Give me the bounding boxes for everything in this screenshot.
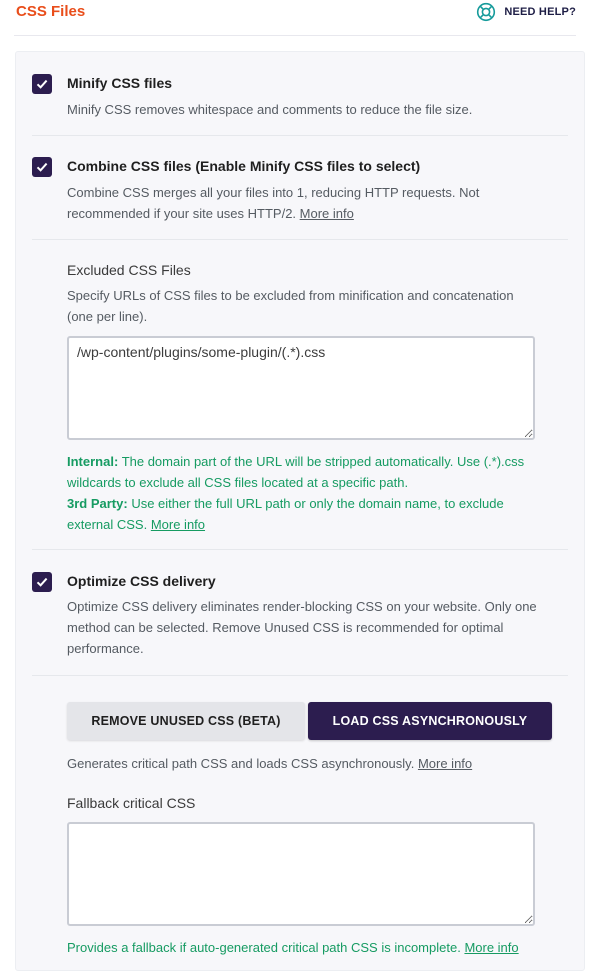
- fallback-css-title: Fallback critical CSS: [67, 795, 196, 811]
- third-party-label: 3rd Party:: [67, 496, 128, 511]
- divider: [32, 675, 568, 676]
- section-header: [0, 0, 590, 30]
- combine-more-info-link[interactable]: More info: [299, 206, 354, 221]
- minify-title: Minify CSS files: [67, 75, 173, 91]
- third-party-text: Use either the full URL path or only the domain name, to exclude external CSS.: [67, 496, 504, 532]
- optimize-description: Optimize CSS delivery eliminates render-blocking CSS on your website. Only one method can be selected. Remove Unused CSS is recommended for optimal performance.: [67, 599, 537, 656]
- header-divider: [14, 35, 576, 36]
- checkmark-icon: [35, 77, 49, 91]
- need-help-link[interactable]: [476, 2, 576, 22]
- need-help-label: NEED HELP?: [504, 6, 576, 18]
- fallback-css-textarea[interactable]: [67, 822, 535, 926]
- divider: [32, 239, 568, 240]
- internal-text: The domain part of the URL will be stripped automatically. Use (.*).css wildcards to exclude all CSS files located at a specific path.: [67, 454, 525, 490]
- combine-description: [67, 182, 537, 224]
- method-description: [67, 753, 537, 774]
- divider: [32, 549, 568, 550]
- checkmark-icon: [35, 575, 49, 589]
- page-title: CSS Files: [16, 3, 86, 20]
- excluded-more-info-link[interactable]: More info: [150, 517, 206, 532]
- minify-checkbox[interactable]: [32, 74, 52, 94]
- excluded-css-textarea[interactable]: [67, 336, 535, 440]
- lifebuoy-icon: [476, 2, 496, 22]
- fallback-more-info-link[interactable]: More info: [464, 940, 519, 955]
- load-css-async-button[interactable]: LOAD CSS ASYNCHRONOUSLY: [308, 702, 552, 740]
- fallback-note-text: Provides a fallback if auto-generated critical path CSS is incomplete.: [67, 940, 461, 955]
- method-more-info-link[interactable]: More info: [417, 756, 473, 771]
- combine-description-text: Combine CSS merges all your files into 1, reducing HTTP requests. Not recommended if your site uses HTTP/2.: [67, 185, 480, 221]
- method-description-text: Generates critical path CSS and loads CSS asynchronously.: [67, 756, 415, 771]
- combine-checkbox[interactable]: [32, 157, 52, 177]
- optimize-title: Optimize CSS delivery: [67, 573, 216, 589]
- divider: [32, 135, 568, 136]
- combine-title: Combine CSS files (Enable Minify CSS files to select): [67, 158, 421, 174]
- optimize-checkbox[interactable]: [32, 572, 52, 592]
- fallback-note: [67, 937, 547, 958]
- excluded-css-description: Specify URLs of CSS files to be excluded from minification and concatenation (one per line).: [67, 288, 514, 324]
- remove-unused-css-button[interactable]: REMOVE UNUSED CSS (BETA): [67, 702, 305, 740]
- checkmark-icon: [35, 160, 49, 174]
- internal-label: Internal:: [67, 454, 119, 469]
- excluded-css-help: [67, 451, 529, 535]
- excluded-css-title: Excluded CSS Files: [67, 262, 191, 278]
- css-options-panel: [15, 51, 585, 971]
- minify-description: Minify CSS removes whitespace and comments to reduce the file size.: [67, 102, 473, 117]
